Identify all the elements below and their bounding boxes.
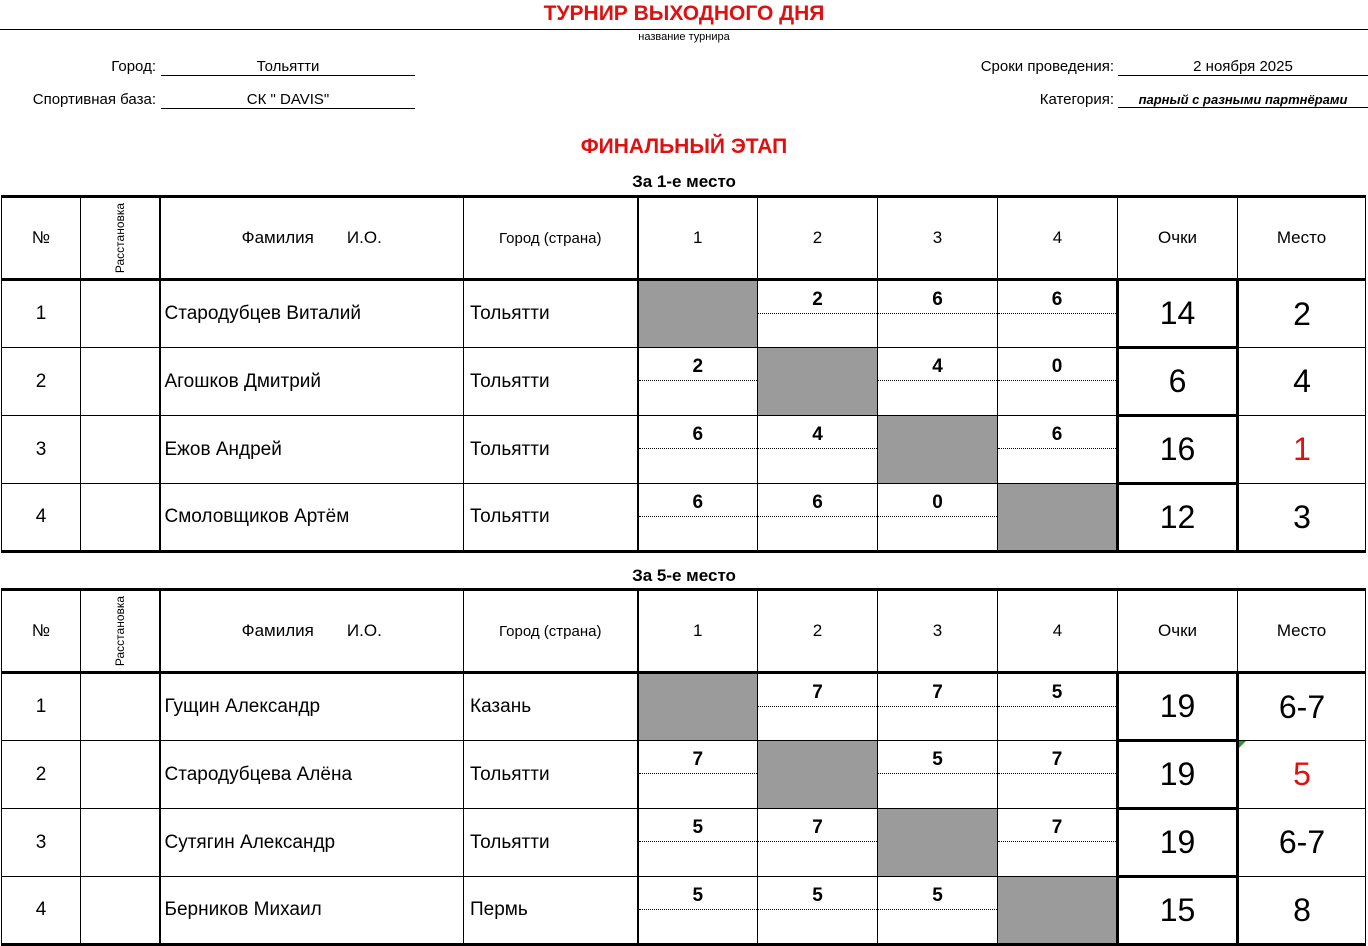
score-cell xyxy=(758,280,878,348)
score-cell xyxy=(998,280,1118,348)
table-row xyxy=(2,877,1366,945)
score-value: 7 xyxy=(758,674,877,707)
surname-label: Фамилия xyxy=(241,228,314,247)
diagonal-cell xyxy=(878,809,998,877)
row-seeding xyxy=(81,673,160,741)
score-value: 7 xyxy=(878,674,997,707)
row-name: Гущин Александр xyxy=(160,673,464,741)
row-seeding xyxy=(81,280,160,348)
score-value: 0 xyxy=(998,348,1116,381)
col-city-header: Город (страна) xyxy=(464,197,638,280)
points-cell: 6 xyxy=(1118,348,1238,416)
score-value: 6 xyxy=(998,281,1116,314)
row-name: Сутягин Александр xyxy=(160,809,464,877)
col-name-header xyxy=(160,590,464,673)
row-seeding xyxy=(81,348,160,416)
col-1-header: 1 xyxy=(638,197,758,280)
row-city: Тольятти xyxy=(464,280,638,348)
points-cell: 16 xyxy=(1118,416,1238,484)
diagonal-cell xyxy=(998,877,1118,945)
diagonal-cell xyxy=(758,348,878,416)
city-value: Тольятти xyxy=(161,58,415,76)
col-4-header: 4 xyxy=(998,590,1118,673)
row-seeding xyxy=(81,877,160,945)
score-value: 7 xyxy=(639,741,758,774)
points-cell: 19 xyxy=(1118,673,1238,741)
table-row xyxy=(2,416,1366,484)
col-no-header: № xyxy=(2,590,81,673)
row-name: Стародубцева Алёна xyxy=(160,741,464,809)
seeding-label: Расстановка xyxy=(112,202,127,274)
row-name: Агошков Дмитрий xyxy=(160,348,464,416)
place-cell: 6-7 xyxy=(1238,673,1366,741)
col-seeding-header xyxy=(81,590,160,673)
table-row xyxy=(2,348,1366,416)
score-cell xyxy=(638,809,758,877)
score-value: 6 xyxy=(878,281,997,314)
diagonal-cell xyxy=(638,673,758,741)
row-city: Тольятти xyxy=(464,741,638,809)
row-no: 3 xyxy=(2,416,81,484)
row-name: Стародубцев Виталий xyxy=(160,280,464,348)
col-points-header: Очки xyxy=(1118,197,1238,280)
category-value: парный с разными партнёрами xyxy=(1118,92,1368,108)
score-cell xyxy=(878,348,998,416)
diagonal-cell xyxy=(638,280,758,348)
row-seeding xyxy=(81,484,160,552)
score-cell xyxy=(878,673,998,741)
dates-label: Сроки проведения: xyxy=(980,58,1114,75)
place-cell: 4 xyxy=(1238,348,1366,416)
table-row xyxy=(2,673,1366,741)
surname-label: Фамилия xyxy=(241,621,314,640)
score-cell xyxy=(638,348,758,416)
score-cell xyxy=(998,673,1118,741)
score-value: 2 xyxy=(758,281,877,314)
row-city: Казань xyxy=(464,673,638,741)
col-1-header: 1 xyxy=(638,590,758,673)
place-cell: 1 xyxy=(1238,416,1366,484)
score-value: 5 xyxy=(639,809,758,842)
row-no: 2 xyxy=(2,741,81,809)
score-value: 4 xyxy=(878,348,997,381)
col-place-header: Место xyxy=(1238,590,1366,673)
row-no: 4 xyxy=(2,877,81,945)
col-place-header: Место xyxy=(1238,197,1366,280)
row-seeding xyxy=(81,809,160,877)
score-value: 6 xyxy=(758,484,877,517)
row-no: 4 xyxy=(2,484,81,552)
score-cell xyxy=(758,416,878,484)
score-cell xyxy=(638,741,758,809)
points-cell: 12 xyxy=(1118,484,1238,552)
title-underline xyxy=(0,29,1368,30)
score-cell xyxy=(878,280,998,348)
score-cell xyxy=(758,877,878,945)
col-seeding-header xyxy=(81,197,160,280)
col-2-header: 2 xyxy=(758,590,878,673)
points-cell: 19 xyxy=(1118,809,1238,877)
col-2-header: 2 xyxy=(758,197,878,280)
standings-table-1 xyxy=(1,195,1366,553)
diagonal-cell xyxy=(998,484,1118,552)
col-3-header: 3 xyxy=(878,197,998,280)
initials-label: И.О. xyxy=(346,621,382,640)
score-value: 6 xyxy=(998,416,1116,449)
place-cell[interactable] xyxy=(1238,741,1366,809)
score-cell xyxy=(638,484,758,552)
score-value: 7 xyxy=(998,809,1116,842)
score-cell xyxy=(638,877,758,945)
score-cell xyxy=(998,348,1118,416)
score-value: 4 xyxy=(758,416,877,449)
table-row xyxy=(2,741,1366,809)
points-cell: 15 xyxy=(1118,877,1238,945)
row-no: 1 xyxy=(2,280,81,348)
col-points-header: Очки xyxy=(1118,590,1238,673)
place-cell: 2 xyxy=(1238,280,1366,348)
col-3-header: 3 xyxy=(878,590,998,673)
base-value: СК " DAVIS" xyxy=(161,91,415,109)
score-value: 5 xyxy=(998,674,1116,707)
points-cell: 14 xyxy=(1118,280,1238,348)
score-value: 6 xyxy=(639,416,758,449)
table-row xyxy=(2,809,1366,877)
diagonal-cell xyxy=(758,741,878,809)
category-label: Категория: xyxy=(1039,91,1114,108)
table-row xyxy=(2,280,1366,348)
score-cell xyxy=(878,741,998,809)
score-cell xyxy=(998,741,1118,809)
col-no-header: № xyxy=(2,197,81,280)
group-title: За 1-е место xyxy=(632,172,736,191)
score-cell xyxy=(758,809,878,877)
place-value: 5 xyxy=(1293,756,1311,792)
score-cell xyxy=(878,484,998,552)
score-value: 5 xyxy=(639,877,758,910)
place-cell: 6-7 xyxy=(1238,809,1366,877)
score-value: 5 xyxy=(758,877,877,910)
row-city: Тольятти xyxy=(464,348,638,416)
score-value: 2 xyxy=(639,348,758,381)
dates-value: 2 ноября 2025 xyxy=(1118,58,1368,76)
row-name: Берников Михаил xyxy=(160,877,464,945)
col-name-header xyxy=(160,197,464,280)
row-no: 1 xyxy=(2,673,81,741)
diagonal-cell xyxy=(878,416,998,484)
score-cell xyxy=(998,809,1118,877)
row-name: Ежов Андрей xyxy=(160,416,464,484)
score-value: 7 xyxy=(758,809,877,842)
col-4-header: 4 xyxy=(998,197,1118,280)
seeding-label: Расстановка xyxy=(112,595,127,667)
row-city: Пермь xyxy=(464,877,638,945)
col-city-header: Город (страна) xyxy=(464,590,638,673)
stage-title: ФИНАЛЬНЫЙ ЭТАП xyxy=(580,135,788,158)
score-cell xyxy=(878,877,998,945)
tournament-title: ТУРНИР ВЫХОДНОГО ДНЯ xyxy=(543,2,825,25)
score-value: 5 xyxy=(878,877,997,910)
comment-indicator-icon[interactable] xyxy=(1239,741,1246,748)
row-city: Тольятти xyxy=(464,416,638,484)
table-row xyxy=(2,484,1366,552)
score-value: 0 xyxy=(878,484,997,517)
row-name: Смоловщиков Артём xyxy=(160,484,464,552)
row-no: 2 xyxy=(2,348,81,416)
row-city: Тольятти xyxy=(464,484,638,552)
place-cell: 3 xyxy=(1238,484,1366,552)
score-cell xyxy=(758,484,878,552)
row-city: Тольятти xyxy=(464,809,638,877)
row-no: 3 xyxy=(2,809,81,877)
row-seeding xyxy=(81,741,160,809)
score-cell xyxy=(998,416,1118,484)
standings-table-2 xyxy=(1,588,1366,946)
group-title: За 5-е место xyxy=(632,566,736,585)
place-cell: 8 xyxy=(1238,877,1366,945)
score-value: 7 xyxy=(998,741,1116,774)
initials-label: И.О. xyxy=(346,228,382,247)
base-label: Спортивная база: xyxy=(32,91,156,108)
points-cell: 19 xyxy=(1118,741,1238,809)
score-cell xyxy=(638,416,758,484)
score-value: 6 xyxy=(639,484,758,517)
row-seeding xyxy=(81,416,160,484)
score-value: 5 xyxy=(878,741,997,774)
score-cell xyxy=(758,673,878,741)
tournament-subtitle: название турнира xyxy=(638,31,730,43)
city-label: Город: xyxy=(111,58,156,75)
